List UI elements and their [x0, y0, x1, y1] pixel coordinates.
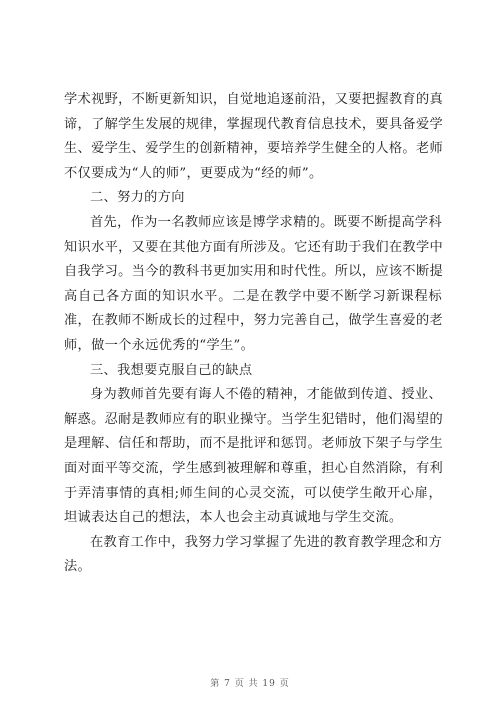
body-text [64, 88, 442, 580]
text-line: 不仅要成为“人的师”，更要成为“经的师”。 [64, 165, 323, 181]
text-line: 自我学习。当今的教科书更加实用和时代性。所以，应该不断提 [64, 264, 444, 280]
section-heading: 三、我想要克服自己的缺点 [90, 362, 253, 378]
text-line: 是理解、信任和帮助，而不是批评和惩罚。老师放下架子与学生 [64, 436, 444, 452]
text-line: 首先，作为一名教师应该是博学求精的。既要不断提高学科 [90, 214, 442, 230]
text-line: 法。 [64, 559, 92, 575]
text-line: 坦诚表达自己的想法，本人也会主动真诚地与学生交流。 [64, 510, 403, 526]
text-line: 身为教师首先要有诲人不倦的精神，才能做到传道、授业、 [90, 387, 442, 403]
text-line: 生、爱学生、爱学生的创新精神，要培养学生健全的人格。老师 [64, 141, 444, 157]
text-line: 学术视野，不断更新知识，自觉地追逐前沿，又要把握教育的真 [64, 92, 444, 107]
text-line: 在教育工作中，我努力学习掌握了先进的教育教学理念和方 [90, 534, 442, 550]
page-number-footer: 第 7 页 共 19 页 [210, 679, 290, 689]
text-line: 师，做一个永远优秀的“学生”。 [64, 337, 255, 353]
text-line: 解惑。忍耐是教师应有的职业操守。当学生犯错时，他们渴望的 [64, 411, 444, 427]
text-line: 知识水平，又要在其他方面有所涉及。它还有助于我们在教学中 [64, 239, 444, 255]
text-line: 准，在教师不断成长的过程中，努力完善自己，做学生喜爱的老 [64, 313, 444, 329]
text-line: 于弄清事情的真相;师生间的心灵交流，可以使学生敞开心扉， [64, 485, 442, 501]
text-line: 面对面平等交流，学生感到被理解和尊重，担心自然消除，有利 [64, 460, 444, 476]
section-heading: 二、努力的方向 [90, 190, 185, 206]
text-line: 谛，了解学生发展的规律，掌握现代教育信息技术，要具备爱学 [64, 116, 444, 132]
text-line: 高自己各方面的知识水平。二是在教学中要不断学习新课程标 [64, 288, 442, 304]
